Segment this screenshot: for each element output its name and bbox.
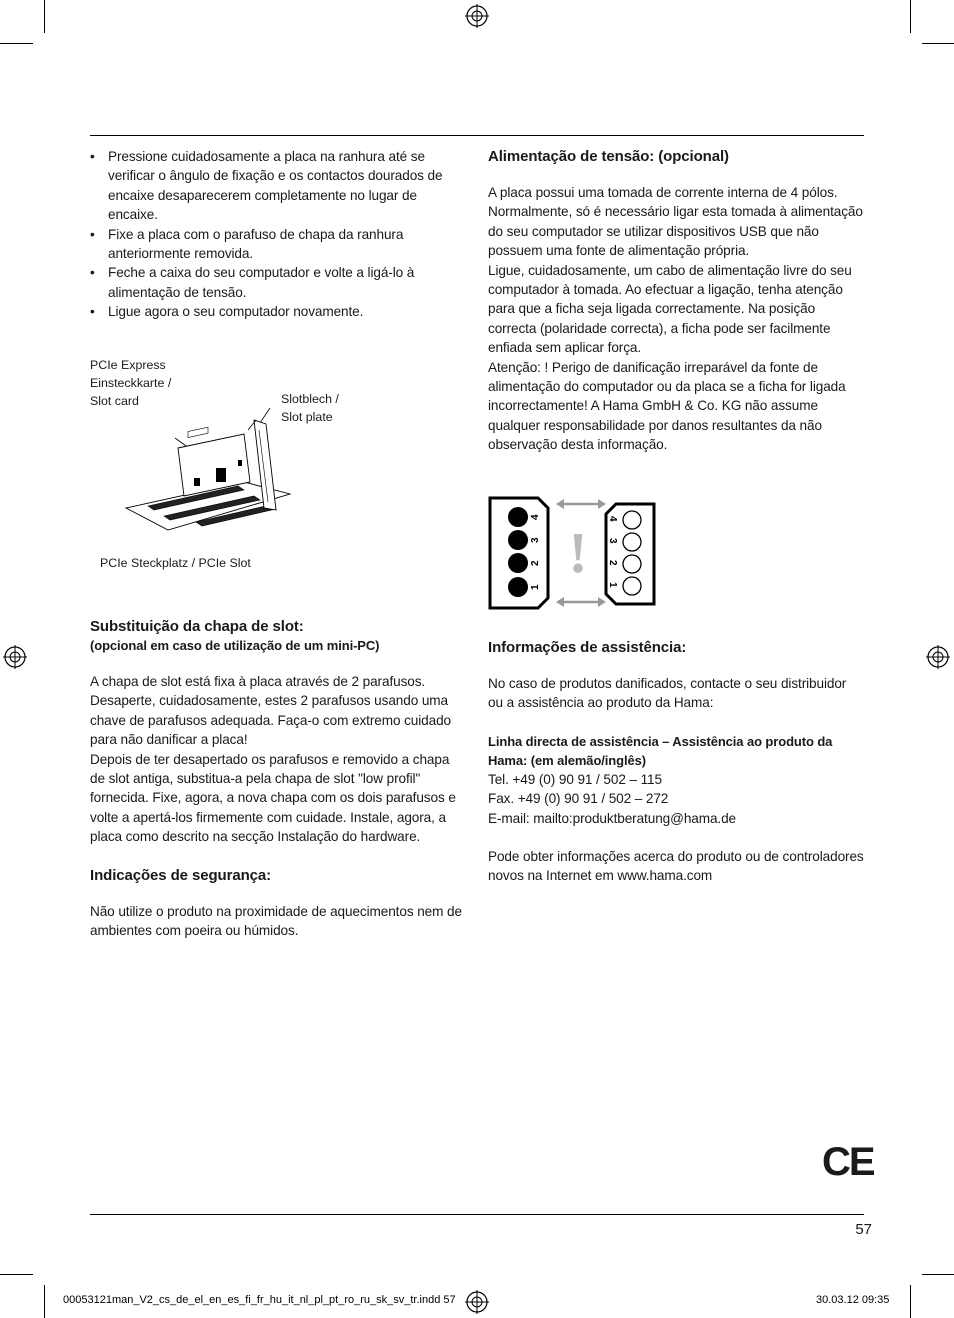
- pcie-card-illustration: [120, 390, 300, 548]
- top-rule: [90, 135, 864, 136]
- pin-number: 2: [530, 560, 541, 566]
- pin-number: 3: [530, 537, 541, 543]
- pin-dark: [508, 553, 528, 573]
- section-heading: Indicações de segurança:: [90, 866, 272, 884]
- list-item: • Feche a caixa do seu computador e volte a ligá-lo à alimentação de tensão.: [90, 263, 465, 302]
- card-chip: [238, 460, 242, 466]
- crop-mark: [910, 1285, 911, 1318]
- registration-mark-icon: [465, 1290, 489, 1314]
- hotline-heading: Linha directa de assistência – Assistência ao produto da Hama: (em alemão/inglês): [488, 733, 833, 768]
- print-slug-file: 00053121man_V2_cs_de_el_en_es_fi_fr_hu_it_nl_pl_pt_ro_ru_sk_sv_tr.indd 57: [63, 1294, 456, 1306]
- instruction-list: [90, 147, 465, 322]
- list-item: • Fixe a placa com o parafuso de chapa da ranhura anteriormente removida.: [90, 225, 465, 264]
- paragraph: A placa possui uma tomada de corrente interna de 4 pólos.: [488, 185, 838, 200]
- crop-mark: [922, 43, 954, 44]
- paragraph: Não utilize o produto na proximidade de aquecimentos nem de ambientes com poeira ou húmidos.: [90, 903, 462, 939]
- crop-mark: [44, 1285, 45, 1318]
- paragraph: Ligue, cuidadosamente, um cabo de alimentação livre do seu computador à tomada. Ao efectuar a ligação, tenha atenção para que a ficha seja ligada correctamente. Na posição correcta (polaridade correcta), a ficha pode ser facilmente enfiada sem aplicar força.: [488, 262, 852, 356]
- crop-mark: [0, 43, 33, 44]
- fax-number: Fax. +49 (0) 90 91 / 502 – 272: [488, 791, 669, 807]
- list-item: • Pressione cuidadosamente a placa na ranhura até se verificar o ângulo de fixação e os contactos dourados de encaixe desaparecerem completamente no lugar de encaixe.: [90, 147, 465, 225]
- ce-mark-logo: CE: [822, 1140, 874, 1184]
- paragraph: Normalmente, só é necessário ligar esta tomada à alimentação do seu computador se utilizar dispositivos USB que não possuem uma fonte de alimentação própria.: [488, 204, 863, 259]
- card-chip: [194, 478, 200, 486]
- pin-dark: [508, 530, 528, 550]
- crop-mark: [44, 0, 45, 33]
- page-number: 57: [855, 1221, 872, 1238]
- pin-dark: [508, 577, 528, 597]
- crop-mark: [910, 0, 911, 33]
- pin-outline: [623, 555, 641, 573]
- bottom-rule: [90, 1214, 864, 1215]
- section-heading: Substituição da chapa de slot:: [90, 618, 304, 635]
- right-power-block: [488, 147, 864, 455]
- pin-number: 1: [530, 584, 541, 590]
- registration-mark-icon: [926, 645, 950, 669]
- print-slug-date: 30.03.12 09:35: [816, 1294, 890, 1306]
- card-connector: [188, 427, 208, 437]
- registration-mark-icon: [465, 4, 489, 28]
- pin-number: 1: [607, 582, 618, 588]
- card-chip: [216, 468, 226, 482]
- paragraph: Atenção: ! Perigo de danificação irreparável da fonte de alimentação do computador ou da placa se a ficha for ligada incorrectamente! A Hama GmbH & Co. KG não assume qualquer responsabilidade por danos resultantes da não observação desta informação.: [488, 359, 846, 453]
- warning-icon: !: [568, 520, 588, 585]
- paragraph: Pode obter informações acerca do produto ou de controladores novos na Internet em www.hama.com: [488, 849, 864, 884]
- power-connector-diagram: [488, 494, 660, 612]
- pin-number: 4: [607, 516, 618, 522]
- section-subheading: (opcional em caso de utilização de um mini-PC): [90, 638, 380, 653]
- figure-label-plate: Slotblech / Slot plate: [281, 392, 339, 424]
- paragraph: Depois de ter desapertado os parafusos e removido a chapa de slot antiga, substitua-a pela chapa de slot "low profil" fornecida. Fixe, agora, a nova chapa com os dois parafusos e volte a apertá-los firmemente com cuidade. Instale, agora, a placa como descrito na secção Instalação do hardware.: [90, 751, 456, 845]
- pin-number: 4: [530, 514, 541, 520]
- list-item: • Ligue agora o seu computador novamente.: [90, 302, 465, 321]
- paragraph: No caso de produtos danificados, contacte o seu distribuidor ou a assistência ao produto da Hama:: [488, 676, 847, 711]
- pin-number: 3: [607, 538, 618, 544]
- crop-mark: [0, 1274, 33, 1275]
- section-heading: Alimentação de tensão: (opcional): [488, 148, 729, 165]
- phone-number: Tel. +49 (0) 90 91 / 502 – 115: [488, 771, 662, 787]
- paragraph: A chapa de slot está fixa à placa através de 2 parafusos. Desaperte, cuidadosamente, estes 2 parafusos usando uma chave de parafusos adequada. Faça-o com extremo cuidado para não danificar a placa!: [90, 674, 452, 748]
- left-text-block: [90, 617, 465, 940]
- pin-dark: [508, 507, 528, 527]
- pin-outline: [623, 577, 641, 595]
- pin-outline: [623, 511, 641, 529]
- email-address: E-mail: mailto:produktberatung@hama.de: [488, 810, 737, 826]
- pin-outline: [623, 533, 641, 551]
- pin-number: 2: [607, 560, 618, 566]
- section-heading: Informações de assistência:: [488, 639, 687, 656]
- figure-label-slot: PCIe Steckplatz / PCIe Slot: [100, 556, 251, 570]
- registration-mark-icon: [3, 645, 27, 669]
- crop-mark: [922, 1274, 954, 1275]
- right-service-block: [488, 638, 864, 886]
- left-bullet-block: [90, 147, 465, 322]
- figure-label-card: PCIe Express Einsteckkarte / Slot card: [90, 358, 172, 408]
